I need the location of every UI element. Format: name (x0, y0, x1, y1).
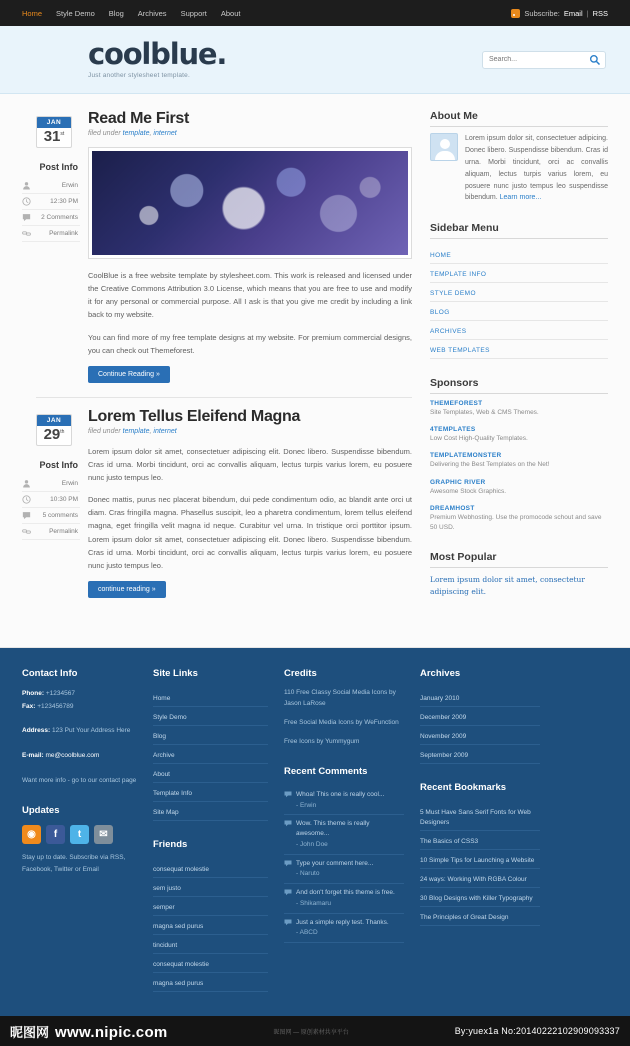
continue-reading-button[interactable]: Continue Reading » (88, 366, 170, 383)
list-item[interactable] (420, 888, 540, 907)
archive-link[interactable]: November 2009 (420, 733, 467, 741)
friend-link[interactable]: semper (153, 904, 175, 912)
friend-link[interactable]: magna sed purus (153, 980, 204, 988)
post-comments-value: 5 comments (42, 511, 78, 519)
list-item[interactable] (153, 764, 268, 783)
comment-author: - Shikamaru (296, 899, 332, 907)
post-time-value: 10:30 PM (50, 495, 78, 503)
bookmark-link[interactable]: 10 Simple Tips for Launching a Website (420, 857, 535, 865)
list-item[interactable] (420, 850, 540, 869)
footer-contact-details (22, 688, 137, 787)
sponsor-item[interactable] (430, 452, 608, 470)
post-info-author (22, 476, 80, 492)
post-tag-template[interactable]: template (122, 130, 150, 137)
phone-value: +1234567 (45, 690, 75, 698)
footer-link-about[interactable]: About (153, 771, 170, 779)
post-paragraph: You can find more of my free template designs at my website. For premium commercial designs, you can check out Themeforest. (88, 332, 412, 355)
sidebar-item-web-templates[interactable]: WEB TEMPLATES (430, 347, 490, 355)
post-info-permalink[interactable] (22, 524, 80, 540)
fax-label: Fax: (22, 702, 36, 710)
list-item[interactable] (284, 815, 404, 854)
comment-text: Type your comment here... (296, 859, 374, 867)
user-icon (22, 181, 31, 190)
post-permalink-value: Permalink (49, 230, 78, 237)
post-comments-value: 2 Comments (41, 214, 78, 221)
filed-prefix: filed under (88, 427, 123, 435)
list-item[interactable] (430, 264, 608, 283)
sponsor-name[interactable]: 4TEMPLATES (430, 426, 476, 434)
footer-archives-column (420, 668, 540, 992)
post-tag-template[interactable]: template (122, 427, 150, 435)
list-item[interactable] (153, 897, 268, 916)
credit-item[interactable]: Free Icons by Yummygum (284, 738, 360, 746)
comment-text: Just a simple reply test. Thanks. (296, 918, 389, 926)
sidebar (430, 110, 608, 617)
bookmark-link[interactable]: 30 Blog Designs with Killer Typography (420, 895, 533, 903)
list-item[interactable] (284, 786, 404, 816)
list-item[interactable] (153, 802, 268, 821)
friend-link[interactable]: sem justo (153, 885, 181, 893)
post-permalink-value: Permalink (49, 527, 78, 535)
post-filed-under: filed under template, internet (88, 130, 177, 137)
list-item[interactable] (153, 878, 268, 897)
post-meta (22, 110, 80, 383)
watermark-bar (0, 1016, 630, 1046)
sidebar-about-title: About Me (430, 110, 608, 127)
list-item[interactable] (153, 935, 268, 954)
sidebar-menu-block (430, 222, 608, 359)
subscribe-area (511, 9, 608, 18)
post-info-time (22, 492, 80, 508)
post-info-title: Post Info (39, 162, 78, 172)
comment-icon (22, 213, 31, 222)
continue-reading-button[interactable]: continue reading » (88, 581, 166, 598)
sponsor-item[interactable] (430, 505, 608, 533)
friend-link[interactable]: consequat molestie (153, 866, 210, 874)
topnav-item-about[interactable]: About (220, 8, 241, 18)
sidebar-popular-title: Most Popular (430, 551, 608, 568)
subscribe-label: Subscribe: (524, 8, 560, 18)
sponsor-name[interactable]: TEMPLATEMONSTER (430, 452, 502, 460)
footer-link-site-map[interactable]: Site Map (153, 809, 179, 817)
footer-bookmarks-title: Recent Bookmarks (420, 782, 507, 794)
watermark-brand-cn: 昵图网 (10, 1025, 50, 1041)
rss-icon (511, 9, 520, 18)
search-box[interactable] (482, 51, 606, 69)
top-navigation (22, 9, 240, 18)
list-item[interactable] (420, 745, 540, 764)
email-value[interactable]: me@coolblue.com (45, 751, 100, 759)
comment-icon (284, 791, 292, 798)
footer-link-template-info[interactable]: Template Info (153, 790, 193, 798)
post-author-value: Erwin (61, 182, 78, 189)
post-day: 31 (43, 128, 61, 145)
email-label: E-mail: (22, 751, 44, 759)
comment-icon (284, 860, 292, 867)
list-item[interactable] (153, 745, 268, 764)
list-item[interactable] (284, 855, 404, 885)
post-tag-internet[interactable]: internet (153, 427, 177, 435)
sidebar-item-archives[interactable]: ARCHIVES (430, 328, 467, 336)
list-item[interactable] (153, 954, 268, 973)
list-item[interactable] (430, 321, 608, 340)
list-item[interactable] (420, 831, 540, 850)
address-label: Address: (22, 727, 51, 735)
credit-item[interactable]: 110 Free Classy Social Media Icons by Jason LaRose (284, 689, 396, 707)
footer-credits-column (284, 668, 404, 992)
sponsor-desc: Awesome Stock Graphics. (430, 487, 507, 495)
list-item[interactable] (420, 802, 540, 831)
comment-author: - John Doe (296, 840, 328, 848)
post-date-badge (36, 414, 72, 446)
post-title[interactable]: Read Me First (88, 110, 190, 127)
post-article (22, 408, 412, 598)
popular-entry[interactable]: Lorem ipsum dolor sit amet, consectetur adipiscing elit. (430, 574, 585, 597)
archive-link[interactable]: January 2010 (420, 695, 460, 703)
post-thumbnail[interactable] (88, 147, 412, 259)
sidebar-sponsors-title: Sponsors (430, 377, 608, 394)
top-bar (0, 0, 630, 26)
comment-icon (284, 889, 292, 896)
sidebar-sponsors-block (430, 377, 608, 532)
list-item[interactable] (153, 859, 268, 878)
comment-author: - ABCD (296, 929, 318, 937)
post-time-value: 12:30 PM (50, 198, 78, 205)
topnav-item-support[interactable]: Support (180, 8, 207, 18)
post-paragraph: Donec mattis, purus nec placerat bibendum, dui pede condimentum odio, ac blandit ante orci ut diam. Cras fringilla magna. Phasellus suscipit, leo a pharetra condimentum, lorem tellus eleifend magna, eget fringilla velit magna id neque. Curabitur vel urna. In tristique orci porttitor ipsum. Lorem ipsum dolor sit amet, consectetuer adipiscing elit. Donec libero. Suspendisse bibendum. Cras id urna. Morbi tincidunt, orci ac convallis aliquam, lectus turpis varius lorem, eu posuere nunc justo tempus leo. (88, 495, 412, 570)
topnav-item-archives[interactable]: Archives (137, 8, 167, 18)
footer-updates-title: Updates (22, 804, 60, 816)
facebook-icon[interactable]: f (46, 825, 65, 844)
sponsor-desc: Low Cost High-Quality Templates. (430, 435, 528, 443)
post-info-comments[interactable] (22, 210, 80, 226)
sponsor-item[interactable] (430, 426, 608, 444)
list-item[interactable] (153, 688, 268, 707)
list-item[interactable] (420, 726, 540, 745)
page-body (0, 94, 630, 648)
list-item[interactable] (284, 914, 404, 944)
social-links (22, 825, 137, 844)
sidebar-popular-block (430, 551, 608, 600)
list-item[interactable] (153, 726, 268, 745)
main-content (22, 110, 412, 617)
search-input[interactable] (487, 55, 589, 64)
footer-credits-title: Credits (284, 668, 317, 680)
subscribe-rss-link[interactable]: RSS (592, 8, 608, 18)
post-month: JAN (37, 117, 71, 128)
post-month: JAN (37, 415, 71, 426)
list-item[interactable] (420, 688, 540, 707)
footer-contact-title: Contact Info (22, 668, 78, 680)
comment-author: - Naruto (296, 870, 320, 878)
avatar (430, 133, 458, 161)
post-info-title: Post Info (39, 459, 78, 470)
archive-link[interactable]: December 2009 (420, 714, 467, 722)
bookmark-link[interactable]: The Basics of CSS3 (420, 838, 479, 846)
clock-icon (22, 495, 31, 504)
clock-icon (22, 197, 31, 206)
site-footer (0, 648, 630, 1016)
filed-prefix: filed under (88, 130, 123, 137)
post-filed-under: filed under template, internet (88, 427, 177, 435)
watermark-url: www.nipic.com (55, 1023, 168, 1041)
footer-sitelinks-title: Site Links (153, 668, 198, 680)
post-date-badge (36, 116, 72, 148)
list-item[interactable] (284, 884, 404, 914)
sidebar-about-block (430, 110, 608, 204)
topnav-item-style-demo[interactable]: Style Demo (56, 8, 95, 18)
bookmark-link[interactable]: 5 Must Have Sans Serif Fonts for Web Designers (420, 809, 531, 827)
sponsor-desc: Site Templates, Web & CMS Themes. (430, 409, 539, 417)
twitter-icon[interactable]: t (70, 825, 89, 844)
about-body: Lorem ipsum dolor sit, consectetuer adipicing. Donec libero. Suspendisse bibendum. Cras id urna. Morbi tincidunt, orci ac convallis aliquam, lectus turpis varius lorem, eu posuere nunc justo tempus leo suspendisse bibendum. (465, 135, 608, 202)
link-icon (22, 229, 31, 238)
sidebar-item-style-demo[interactable]: STYLE DEMO (430, 290, 476, 298)
footer-link-home[interactable]: Home (153, 695, 171, 703)
credit-item[interactable]: Free Social Media Icons by WeFunction (284, 719, 399, 726)
fax-value: +123456789 (37, 702, 74, 710)
post-thumbnail-image (92, 151, 408, 255)
post-day: 29 (43, 425, 61, 443)
comment-text: Wow. This theme is really awesome... (296, 820, 370, 838)
sidebar-item-blog[interactable]: BLOG (430, 309, 450, 317)
subscribe-email-link[interactable]: Email (563, 8, 583, 18)
comment-author: - Erwin (296, 801, 317, 809)
phone-label: Phone: (22, 690, 45, 698)
list-item[interactable] (153, 916, 268, 935)
post-info-time (22, 194, 80, 210)
list-item[interactable] (420, 707, 540, 726)
bookmark-link[interactable]: 24 ways: Working With RGBA Colour (420, 876, 527, 884)
sponsor-item[interactable] (430, 479, 608, 497)
footer-friends-title: Friends (153, 839, 188, 851)
site-logo: coolblue. (88, 37, 227, 71)
archive-link[interactable]: September 2009 (420, 752, 469, 760)
list-item[interactable] (430, 340, 608, 359)
footer-link-blog[interactable]: Blog (153, 733, 167, 741)
post-day-suffix: st (60, 131, 65, 137)
sidebar-menu-title: Sidebar Menu (430, 222, 608, 239)
post-info-permalink[interactable] (22, 226, 80, 242)
comment-text: And don't forget this theme is free. (296, 889, 395, 897)
list-item[interactable] (420, 869, 540, 888)
sidebar-item-home[interactable]: HOME (430, 252, 452, 260)
friend-link[interactable]: consequat molestie (153, 961, 210, 969)
post-info-author (22, 178, 80, 194)
post-author-value: Erwin (61, 479, 78, 487)
post-meta (22, 408, 80, 598)
subscribe-separator: | (586, 8, 589, 18)
sponsor-desc: Premium Webhosting. Use the promocode schout and save 50 USD. (430, 513, 602, 531)
post-paragraph: CoolBlue is a free website template by stylesheet.com. This work is released and licensed under the Creative Commons Attribution 3.0 License, which means that you are free to use and modify it for any personal or commercial purpose. All I ask is that you give me credit by including a link back to my website. (88, 271, 412, 320)
comment-icon (284, 820, 292, 827)
bookmark-link[interactable]: The Principles of Great Design (420, 914, 509, 922)
post-body (80, 110, 412, 383)
watermark-credit: By:yuex1a No:20140222102909093337 (454, 1026, 620, 1037)
address-value: 123 Put Your Address Here (52, 727, 131, 735)
topnav-item-home[interactable]: Home (22, 8, 43, 18)
footer-recent-comments-title: Recent Comments (284, 765, 368, 777)
friend-link[interactable]: tincidunt (153, 942, 178, 950)
comment-icon (284, 919, 292, 926)
sponsor-item[interactable] (430, 400, 608, 418)
sponsor-name[interactable]: GRAPHIC RIVER (430, 478, 486, 486)
list-item[interactable] (153, 707, 268, 726)
list-item[interactable] (153, 783, 268, 802)
search-icon[interactable] (589, 54, 601, 66)
site-header (0, 26, 630, 94)
topnav-item-blog[interactable]: Blog (108, 8, 124, 18)
post-day-suffix: th (60, 428, 65, 435)
sponsor-name[interactable]: THEMEFOREST (430, 400, 483, 408)
list-item[interactable] (430, 302, 608, 321)
list-item[interactable] (153, 973, 268, 992)
post-body (80, 408, 412, 598)
link-icon (22, 527, 31, 536)
post-info-comments[interactable] (22, 508, 80, 524)
sponsor-desc: Delivering the Best Templates on the Net! (430, 461, 550, 469)
about-learn-more-link[interactable]: Learn more... (499, 194, 542, 202)
list-item[interactable] (420, 907, 540, 926)
watermark-subtitle: 昵图网 — 原创素材共享平台 (273, 1029, 349, 1036)
user-icon (22, 479, 31, 488)
logo-block[interactable] (24, 37, 227, 79)
site-tagline: Just another stylesheet template. (88, 72, 190, 79)
updates-note: Stay up to date. Subscribe via RSS, Facebook, Twitter or Email (22, 853, 126, 874)
footer-contact-column (22, 668, 137, 992)
sponsor-name[interactable]: DREAMHOST (430, 504, 475, 512)
friend-link[interactable]: magna sed purus (153, 923, 204, 931)
mail-icon[interactable]: ✉ (94, 825, 113, 844)
list-item[interactable] (430, 283, 608, 302)
post-divider (36, 397, 412, 398)
post-article (22, 110, 412, 383)
footer-sitelinks-column (153, 668, 268, 992)
list-item[interactable] (430, 245, 608, 264)
footer-link-style-demo[interactable]: Style Demo (153, 714, 187, 722)
rss-icon[interactable]: ◉ (22, 825, 41, 844)
comment-text: Whoa! This one is really cool... (296, 790, 385, 798)
sidebar-item-template-info[interactable]: TEMPLATE INFO (430, 271, 487, 279)
sidebar-about-text (465, 133, 608, 204)
post-title[interactable]: Lorem Tellus Eleifend Magna (88, 407, 301, 425)
post-paragraph: Lorem ipsum dolor sit amet, consectetuer adipiscing elit. Donec libero. Suspendisse bibendum. Cras id urna. Morbi tincidunt, orci ac convallis aliquam, lectus turpis varius lorem, eu posuere nunc justo tempus leo. (88, 446, 412, 482)
comment-icon (22, 511, 31, 520)
post-tag-internet[interactable]: internet (153, 130, 177, 137)
contact-note: Want more info - go to our contact page (22, 776, 137, 784)
footer-archives-title: Archives (420, 668, 461, 680)
footer-link-archive[interactable]: Archive (153, 752, 175, 760)
